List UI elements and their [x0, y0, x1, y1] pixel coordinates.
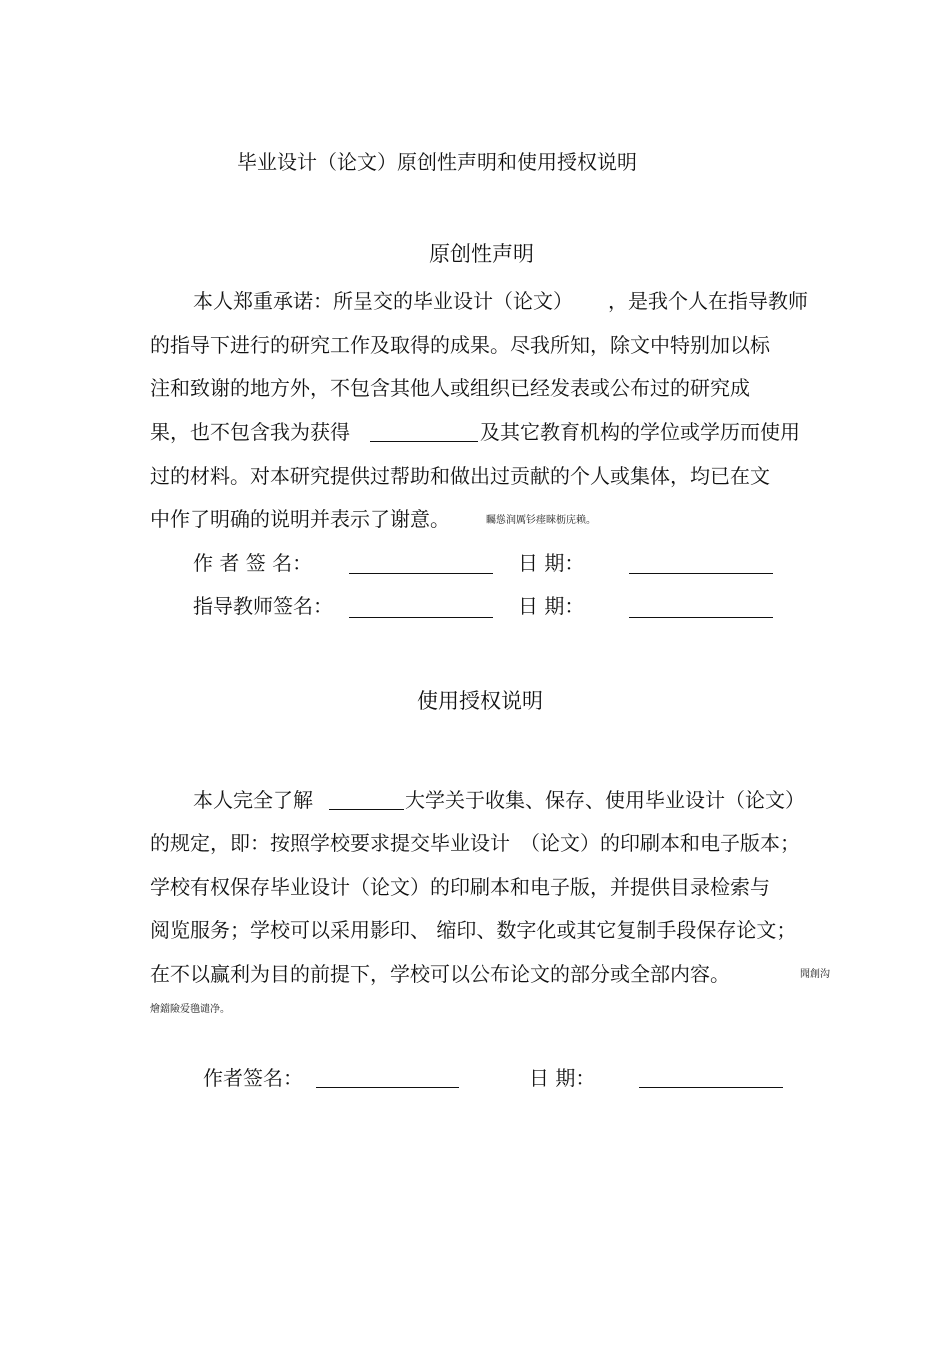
garbled-text-3: 燴鐺險爱氇谴净。	[150, 1004, 230, 1015]
originality-line-1b: ，是我个人在指导教师	[608, 289, 808, 313]
authorization-line-2: 的规定，即：按照学校要求提交毕业设计 （论文）的印刷本和电子版本；	[150, 831, 800, 855]
document-title: 毕业设计（论文）原创性声明和使用授权说明	[237, 150, 637, 174]
authorization-heading: 使用授权说明	[417, 689, 543, 713]
originality-line-1a: 本人郑重承诺：所呈交的毕业设计（论文）	[193, 289, 573, 313]
author-date-label: 日 期：	[518, 551, 585, 575]
final-date-label: 日 期：	[529, 1066, 596, 1090]
garbled-text-2: 聞創沟	[800, 969, 830, 980]
authorization-line-1b: 大学关于收集、保存、使用毕业设计（论文）	[405, 788, 805, 812]
final-date-line	[639, 1087, 783, 1088]
originality-line-5: 过的材料。对本研究提供过帮助和做出过贡献的个人或集体，均已在文	[150, 464, 770, 488]
advisor-date-line	[629, 617, 773, 618]
degree-blank-line	[370, 441, 478, 442]
authorization-line-1a: 本人完全了解	[193, 788, 313, 812]
final-author-signature-line	[316, 1087, 459, 1088]
originality-line-3: 注和致谢的地方外，不包含其他人或组织已经发表或公布过的研究成	[150, 376, 750, 400]
originality-line-4b: 及其它教育机构的学位或学历而使用	[480, 420, 800, 444]
advisor-signature-label: 指导教师签名：	[193, 594, 333, 618]
author-signature-line	[349, 573, 493, 574]
originality-line-4a: 果，也不包含我为获得	[150, 420, 350, 444]
authorization-line-5: 在不以赢利为目的前提下，学校可以公布论文的部分或全部内容。	[150, 962, 730, 986]
originality-line-2: 的指导下进行的研究工作及取得的成果。尽我所知，除文中特别加以标	[150, 333, 770, 357]
author-signature-label: 作 者 签 名：	[193, 551, 313, 575]
advisor-date-label: 日 期：	[518, 594, 585, 618]
originality-heading: 原创性声明	[429, 242, 534, 266]
author-date-line	[629, 573, 773, 574]
final-author-signature-label: 作者签名：	[203, 1066, 303, 1090]
garbled-text-1: 矚慫润厲钐瘗睞枥庑赖。	[486, 515, 596, 526]
originality-line-6: 中作了明确的说明并表示了谢意。	[150, 507, 450, 531]
university-blank-line	[329, 809, 404, 810]
authorization-line-4: 阅览服务；学校可以采用影印、 缩印、数字化或其它复制手段保存论文；	[150, 918, 797, 942]
authorization-line-3: 学校有权保存毕业设计（论文）的印刷本和电子版，并提供目录检索与	[150, 875, 770, 899]
advisor-signature-line	[349, 617, 493, 618]
